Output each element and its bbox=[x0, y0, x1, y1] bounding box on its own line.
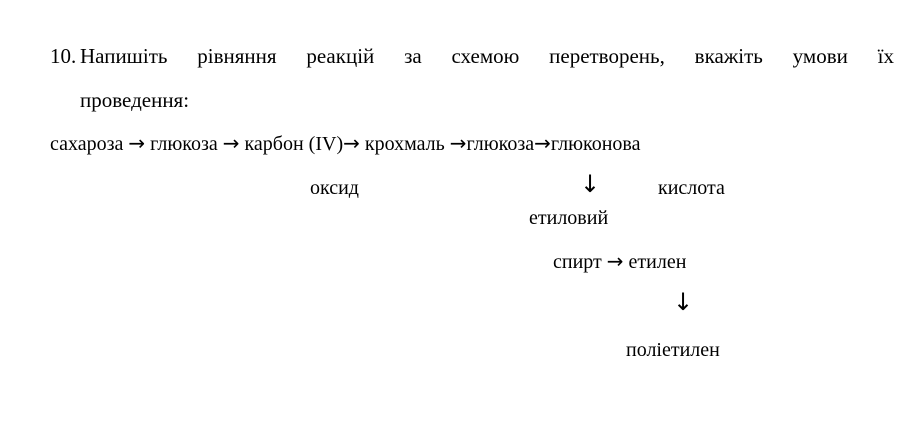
task-text: Напишіть рівняння реакцій за схемою перетворень, вкажіть умови їх bbox=[80, 44, 894, 68]
right-arrow-icon: → bbox=[128, 131, 146, 155]
task-number: 10. bbox=[50, 44, 77, 68]
scheme-oxide: оксид bbox=[310, 177, 359, 199]
scheme-polyethylene: поліетилен bbox=[626, 339, 720, 361]
right-arrow-icon: → bbox=[222, 131, 240, 155]
task-statement-line2: проведення: bbox=[80, 88, 190, 112]
right-arrow-icon: → bbox=[534, 131, 551, 155]
scheme-row-alcohol bbox=[553, 249, 686, 274]
scheme-gluconic: глюконова bbox=[550, 133, 641, 155]
scheme-row-main bbox=[50, 131, 640, 156]
scheme-glucose-2: глюкоза bbox=[466, 133, 535, 155]
scheme-sucrose: сахароза bbox=[50, 133, 124, 155]
scheme-alcohol: спирт bbox=[553, 251, 602, 273]
task-statement-line1 bbox=[50, 44, 894, 68]
scheme-ethyl: етиловий bbox=[529, 207, 609, 229]
scheme-glucose-1: глюкоза bbox=[150, 133, 218, 155]
down-arrow-icon: ↓ bbox=[580, 170, 601, 198]
down-arrow-icon: ↓ bbox=[673, 288, 694, 316]
right-arrow-icon: → bbox=[343, 131, 360, 155]
right-arrow-icon: → bbox=[606, 249, 624, 273]
scheme-ethylene: етилен bbox=[628, 251, 687, 273]
scheme-acid: кислота bbox=[658, 177, 725, 199]
right-arrow-icon: → bbox=[449, 131, 467, 155]
scheme-starch: крохмаль bbox=[364, 133, 445, 155]
scheme-carbon-iv: карбон (IV) bbox=[244, 133, 344, 155]
